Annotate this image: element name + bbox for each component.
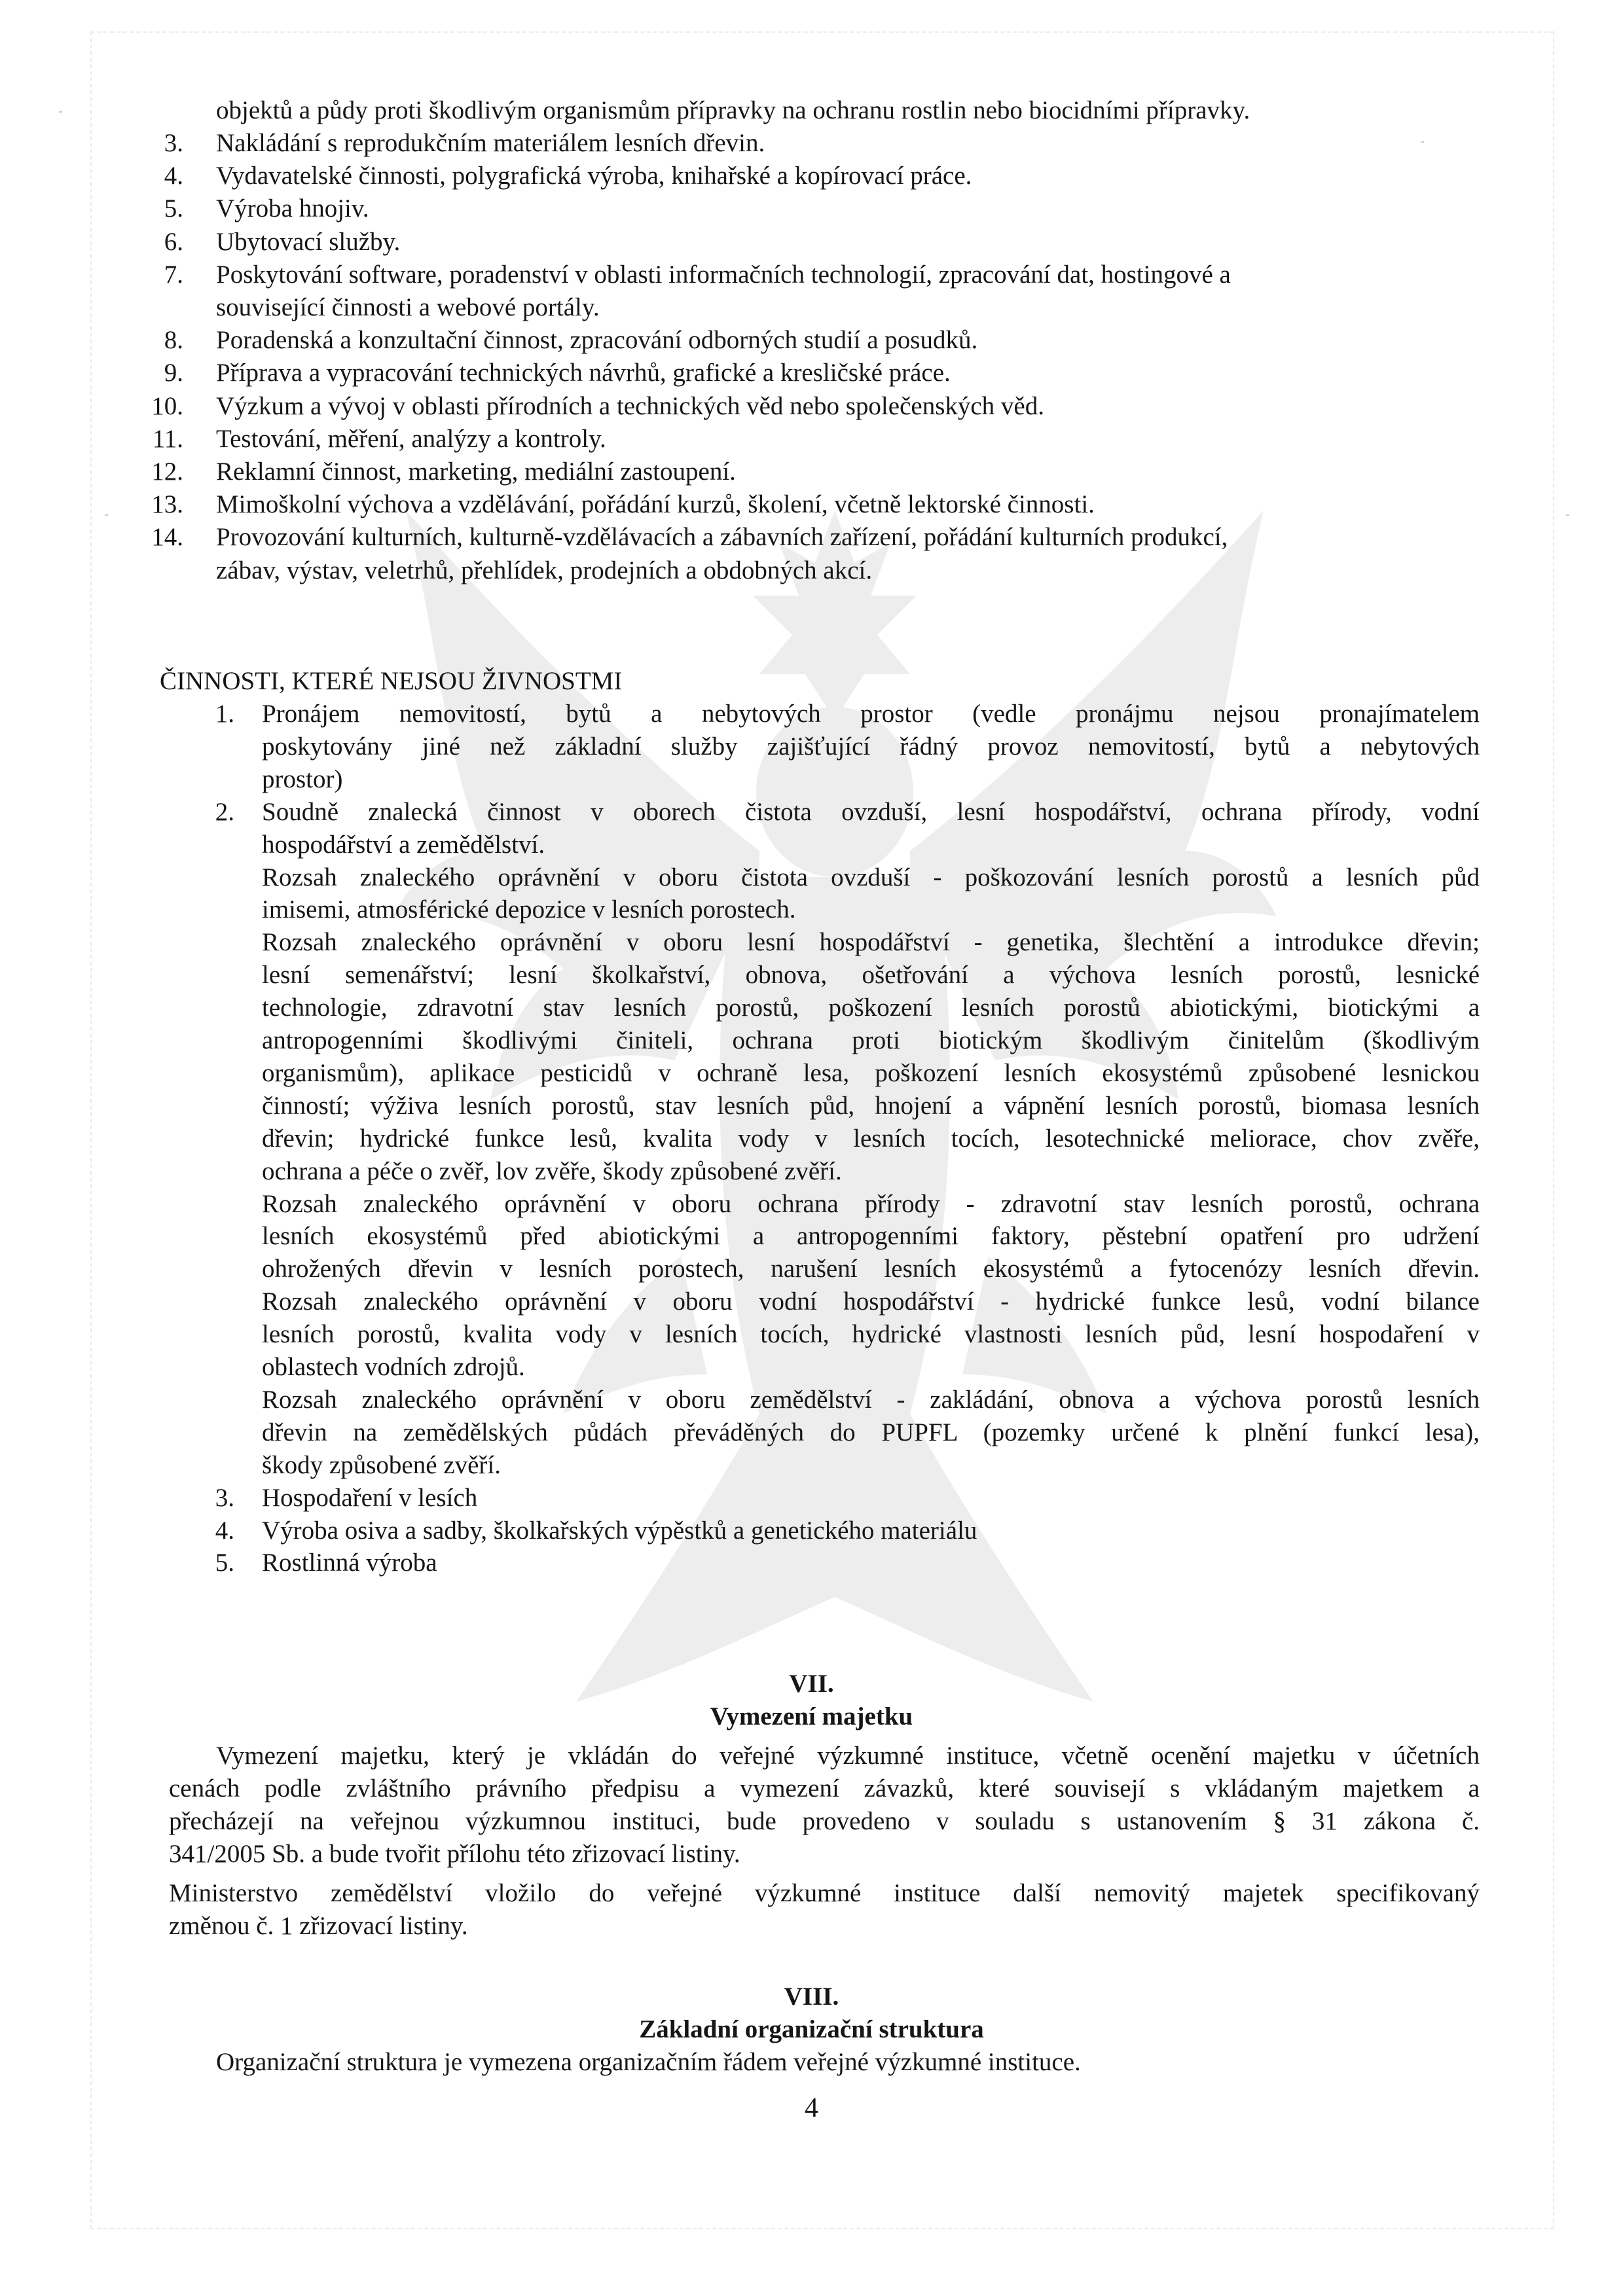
list-item-number: 6.: [164, 227, 183, 256]
section7-paragraph2-line: změnou č. 1 zřizovací listiny.: [169, 1912, 468, 1940]
list-item-number: 1.: [215, 700, 234, 728]
list-item-line: imisemi, atmosférické depozice v lesních porostech.: [262, 895, 796, 924]
list-item-line: Rozsah znaleckého oprávnění v oboru čistota ovzduší - poškozování lesních porostů a lesních půd: [262, 863, 1480, 891]
list-item-line: lesních porostů, kvalita vody v lesních tocích, hydrické vlastnosti lesních půd, lesní hospodaření v: [262, 1320, 1480, 1349]
section7-number: VII.: [789, 1670, 834, 1698]
section8-number: VIII.: [784, 1982, 839, 2011]
list-item-line: Rozsah znaleckého oprávnění v oboru vodní hospodářství - hydrické funkce lesů, vodní bilance: [262, 1287, 1480, 1316]
section8-paragraph: Organizační struktura je vymezena organizačním řádem veřejné výzkumné instituce.: [216, 2048, 1081, 2076]
list-item-line: Vydavatelské činnosti, polygrafická výroba, knihařské a kopírovací práce.: [216, 162, 972, 190]
list-item-line: Testování, měření, analýzy a kontroly.: [216, 424, 606, 453]
list-item-line: Příprava a vypracování technických návrhů, grafické a kresličské práce.: [216, 359, 951, 387]
list-item-number: 4.: [164, 162, 183, 190]
list-item-line: antropogenními škodlivými činiteli, ochrana proti biotickým škodlivým činitelům (škodlivým: [262, 1026, 1480, 1054]
list-item-line: Poradenská a konzultační činnost, zpracování odborných studií a posudků.: [216, 326, 978, 355]
scan-speck: [1421, 141, 1424, 143]
list-item-line: Soudně znalecká činnost v oborech čistota ovzduší, lesní hospodářství, ochrana přírody, vodní: [262, 797, 1480, 826]
list-item-line: Poskytování software, poradenství v oblasti informačních technologií, zpracování dat, hostingové a: [216, 260, 1231, 289]
page-number: 4: [805, 2093, 818, 2123]
list-item-line: dřevin na zemědělských půdách převáděných do PUPFL (pozemky určené k plnění funkcí lesa),: [262, 1418, 1480, 1446]
section7-paragraph2-line: Ministerstvo zemědělství vložilo do veřejné výzkumné instituce další nemovitý majetek specifikovaný: [169, 1879, 1480, 1907]
section7-paragraph1-line: 341/2005 Sb. a bude tvořit přílohu této zřizovací listiny.: [169, 1840, 740, 1868]
list-item-line: Rozsah znaleckého oprávnění v oboru zemědělství - zakládání, obnova a výchova porostů lesních: [262, 1385, 1480, 1414]
list-item-line: Mimoškolní výchova a vzdělávání, pořádání kurzů, školení, včetně lektorské činnosti.: [216, 490, 1095, 519]
list-item-line: činností; výživa lesních porostů, stav lesních půd, hnojení a vápnění lesních porostů, biomasa lesních: [262, 1091, 1480, 1120]
list-item-number: 14.: [151, 523, 183, 552]
continuation-line: objektů a půdy proti škodlivým organismům přípravky na ochranu rostlin nebo biocidními přípravky.: [216, 96, 1250, 124]
list-item-number: 3.: [164, 129, 183, 157]
list-item-line: Výroba osiva a sadby, školkařských výpěstků a genetického materiálu: [262, 1516, 977, 1545]
section7-title: Vymezení majetku: [710, 1702, 913, 1731]
list-item-line: lesních ekosystémů před abiotickými a antropogenními faktory, pěstební opatření pro udržení: [262, 1222, 1480, 1251]
scan-speck: [105, 514, 108, 516]
list-item-line: ohrožených dřevin v lesních porostech, narušení lesních ekosystémů a fytocenózy lesních dřevin.: [262, 1255, 1480, 1283]
list-item-number: 2.: [215, 797, 234, 826]
scan-speck: [59, 111, 62, 113]
list-item-line: související činnosti a webové portály.: [216, 293, 600, 321]
list-item-number: 12.: [151, 457, 183, 486]
list-item-line: oblastech vodních zdrojů.: [262, 1353, 525, 1381]
list-item-number: 13.: [151, 490, 183, 519]
section7-paragraph1-line: Vymezení majetku, který je vkládán do veřejné výzkumné instituce, včetně ocenění majetku v účetních: [216, 1742, 1480, 1770]
list-item-number: 5.: [215, 1549, 234, 1577]
list-item-line: Výzkum a vývoj v oblasti přírodních a technických věd nebo společenských věd.: [216, 391, 1044, 420]
scan-speck: [1566, 514, 1569, 516]
list-item-line: škody způsobené zvěří.: [262, 1450, 501, 1479]
list-item-line: prostor): [262, 764, 343, 793]
list-item-line: Rozsah znaleckého oprávnění v oboru lesní hospodářství - genetika, šlechtění a introdukce dřevin;: [262, 928, 1480, 957]
list-item-line: Rozsah znaleckého oprávnění v oboru ochrana přírody - zdravotní stav lesních porostů, ochrana: [262, 1189, 1480, 1218]
list-item-number: 5.: [164, 194, 183, 223]
list-item-number: 11.: [152, 424, 183, 453]
list-item-line: Reklamní činnost, marketing, mediální zastoupení.: [216, 457, 736, 486]
list-item-number: 4.: [215, 1516, 234, 1545]
list-item-number: 10.: [151, 391, 183, 420]
list-item-line: organismům), aplikace pesticidů v ochraně lesa, poškození lesních ekosystémů způsobené lesnickou: [262, 1058, 1480, 1087]
list-item-line: Hospodaření v lesích: [262, 1483, 478, 1512]
section7-paragraph1-line: cenách podle zvláštního právního předpisu a vymezení závazků, které souvisejí s vkládaným majetkem a: [169, 1774, 1480, 1803]
list-item-line: Ubytovací služby.: [216, 227, 401, 256]
section7-paragraph1-line: přecházejí na veřejnou výzkumnou instituci, bude provedeno v souladu s ustanovením § 31 zákona č.: [169, 1807, 1480, 1835]
list-item-line: ochrana a péče o zvěř, lov zvěře, škody způsobené zvěří.: [262, 1157, 842, 1185]
list-item-number: 7.: [164, 260, 183, 289]
list-item-number: 8.: [164, 326, 183, 355]
list-item-line: zábav, výstav, veletrhů, přehlídek, prodejních a obdobných akcí.: [216, 556, 873, 584]
list-item-line: poskytovány jiné než základní služby zajišťující řádný provoz nemovitostí, bytů a nebytových: [262, 732, 1480, 761]
list-item-number: 9.: [164, 359, 183, 387]
list-item-number: 3.: [215, 1483, 234, 1512]
list-item-line: Nakládání s reprodukčním materiálem lesních dřevin.: [216, 129, 765, 157]
list-item-line: Výroba hnojiv.: [216, 194, 369, 223]
list-item-line: Rostlinná výroba: [262, 1549, 437, 1577]
list-item-line: lesní semenářství; lesní školkařství, obnova, ošetřování a výchova lesních porostů, lesnické: [262, 961, 1480, 990]
non-trade-heading: ČINNOSTI, KTERÉ NEJSOU ŽIVNOSTMI: [160, 667, 623, 695]
list-item-line: dřevin; hydrické funkce lesů, kvalita vody v lesních tocích, lesotechnické meliorace, chov zvěře,: [262, 1124, 1480, 1153]
list-item-line: Pronájem nemovitostí, bytů a nebytových prostor (vedle pronájmu nejsou pronajímatelem: [262, 700, 1480, 728]
list-item-line: hospodářství a zemědělství.: [262, 830, 545, 859]
section8-title: Základní organizační struktura: [639, 2015, 984, 2043]
list-item-line: Provozování kulturních, kulturně-vzdělávacích a zábavních zařízení, pořádání kulturních produkcí,: [216, 523, 1228, 552]
list-item-line: technologie, zdravotní stav lesních porostů, poškození lesních porostů abiotickými, biotickými a: [262, 994, 1480, 1022]
